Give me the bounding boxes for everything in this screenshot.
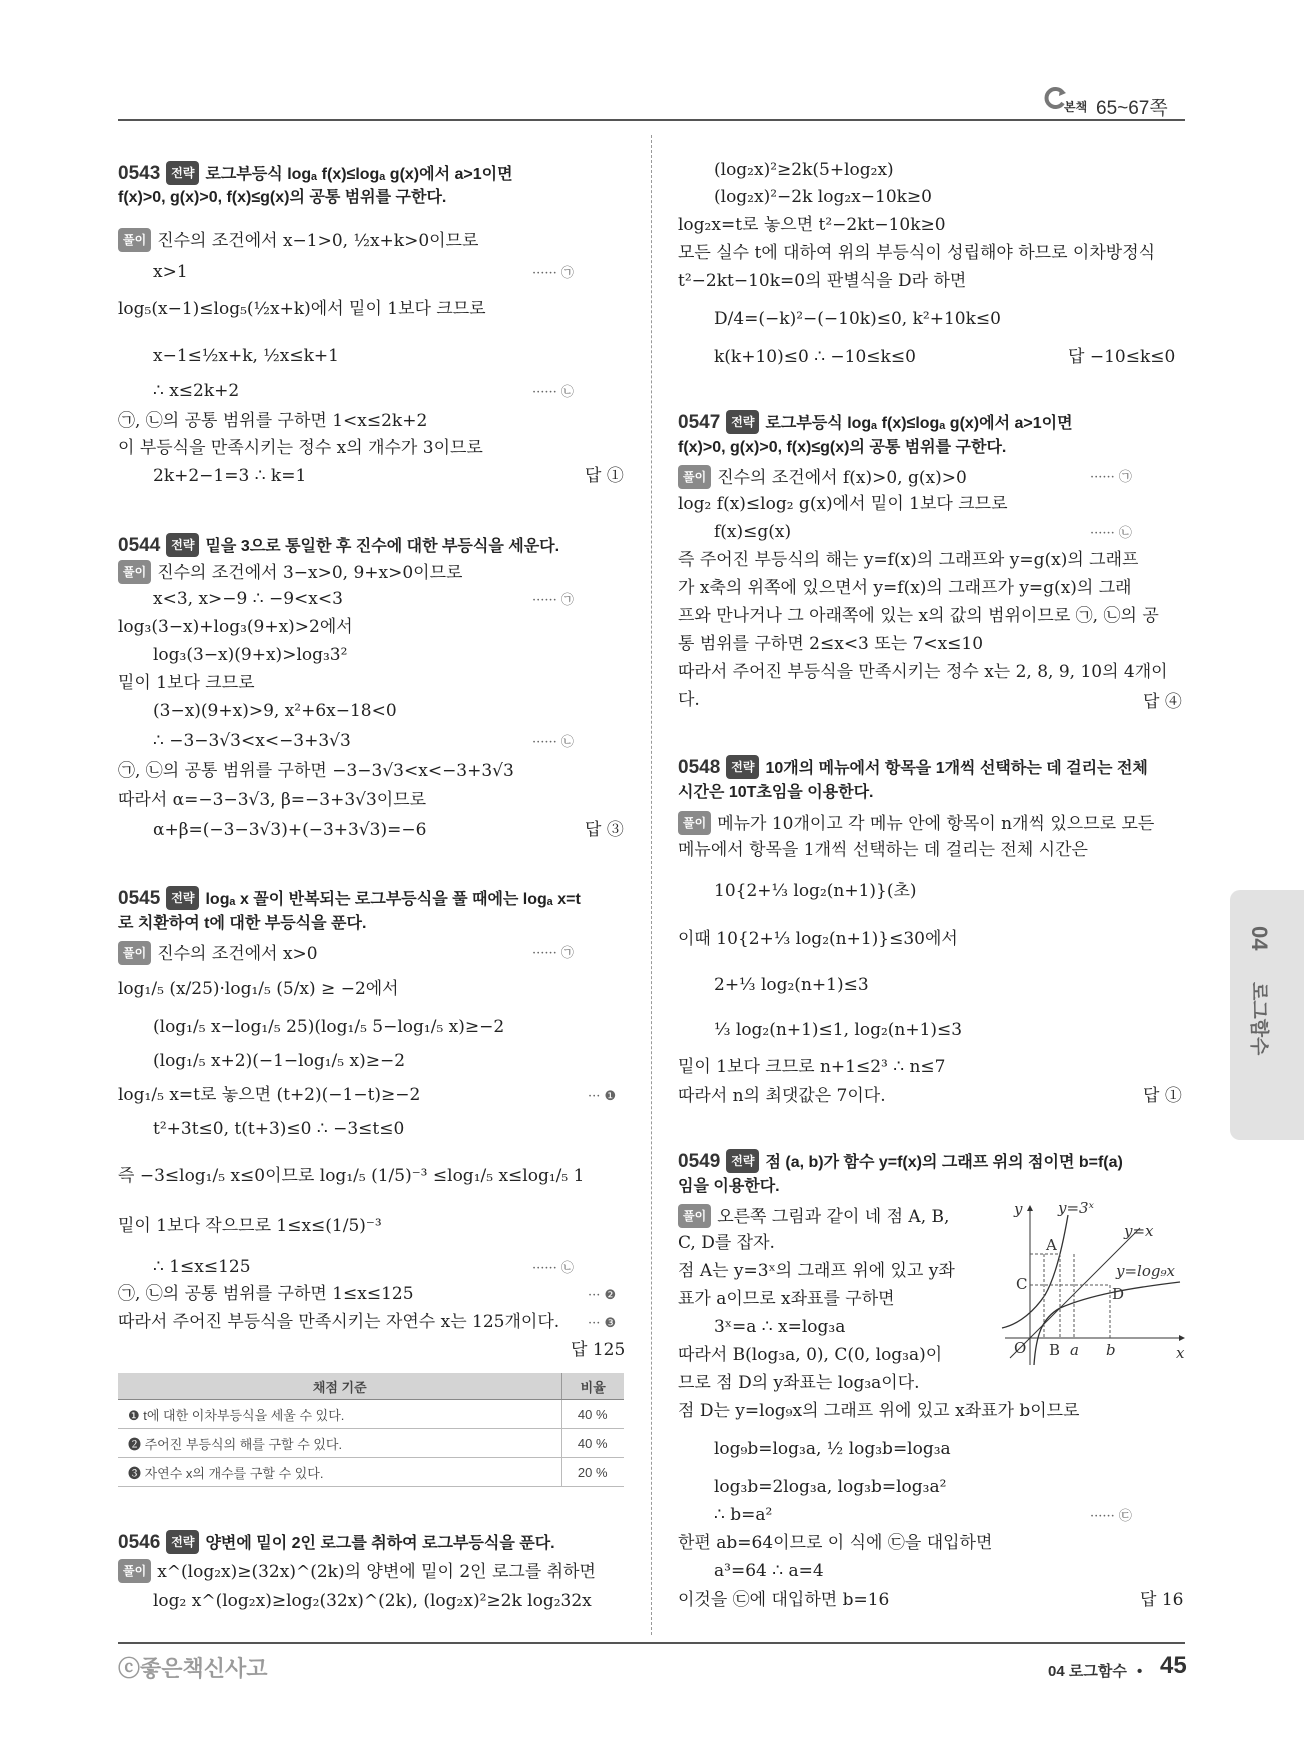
strategy-text-2: 임을 이용한다. xyxy=(678,1178,780,1195)
solution-line: D/4=(−k)²−(−10k)≤0, k²+10k≤0 xyxy=(714,309,1001,329)
strategy-text-2: f(x)>0, g(x)>0, f(x)≤g(x)의 공통 범위를 구한다. xyxy=(678,439,1007,456)
equation-marker: ······ ㉡ xyxy=(532,735,574,750)
solution-line: ∴ b=a² xyxy=(714,1505,773,1525)
header-pages: 65~67쪽 xyxy=(1096,98,1168,119)
solution-line: (log₂x)²≥2k(5+log₂x) xyxy=(714,160,894,180)
strategy-text: 로그부등식 logₐ f(x)≤logₐ g(x)에서 a>1이면 xyxy=(765,415,1073,432)
table-header-row xyxy=(118,1373,624,1400)
solution-line: log₂ x^(log₂x)≥log₂(32x)^(2k), (log₂x)²≥2k log₂32x xyxy=(153,1591,592,1611)
answer: 답 16 xyxy=(1140,1590,1184,1610)
strategy-text: 10개의 메뉴에서 항목을 1개씩 선택하는 데 걸리는 전체 xyxy=(765,760,1148,777)
problem-number: 0543 xyxy=(118,163,161,184)
criteria-header: 채점 기준 xyxy=(118,1373,562,1400)
strategy-badge: 전략 xyxy=(166,886,199,910)
page-number: 45 xyxy=(1160,1652,1187,1679)
problem-number: 0549 xyxy=(678,1151,721,1172)
identity-line-label: y=x xyxy=(1124,1222,1154,1240)
criteria-text: ❶ t에 대한 이차부등식을 세울 수 있다. xyxy=(118,1400,562,1429)
equation-marker: ······ ㉡ xyxy=(532,385,574,400)
footer-dot: • xyxy=(1136,1663,1143,1680)
step-marker: ··· ❸ xyxy=(588,1316,617,1331)
answer: 답 ① xyxy=(585,466,624,486)
solution-line: x<3, x>−9 ∴ −9<x<3 xyxy=(153,589,343,609)
footer-rule xyxy=(118,1642,1185,1644)
solution-line: ∴ x≤2k+2 xyxy=(153,381,240,401)
strategy-text: logₐ x 꼴이 반복되는 로그부등식을 풀 때에는 logₐ x=t xyxy=(205,891,581,908)
origin-label: O xyxy=(1014,1339,1027,1357)
solution-line: C, D를 잡자. xyxy=(678,1233,775,1253)
solution-line: log₅(x−1)≤log₅(½x+k)에서 밑이 1보다 크므로 xyxy=(118,299,486,319)
x-axis-label: x xyxy=(1176,1344,1185,1362)
solution-line: 밑이 1보다 크므로 xyxy=(118,673,255,693)
strategy-text-2: f(x)>0, g(x)>0, f(x)≤g(x)의 공통 범위를 구한다. xyxy=(118,189,447,206)
solution-line: log₃(3−x)+log₃(9+x)>2에서 xyxy=(118,617,353,637)
point-b-label: B xyxy=(1049,1341,1061,1359)
solution-line: 밑이 1보다 크므로 n+1≤2³ ∴ n≤7 xyxy=(678,1057,946,1077)
solution-line: 이것을 ㉢에 대입하면 b=16 xyxy=(678,1590,890,1610)
solution-badge: 풀이 xyxy=(118,1559,151,1583)
function-graph-figure xyxy=(1000,1200,1190,1370)
solution-line: ㉠, ㉡의 공통 범위를 구하면 1≤x≤125 xyxy=(118,1284,414,1304)
problem-number: 0548 xyxy=(678,757,721,778)
solution-line: 진수의 조건에서 3−x>0, 9+x>0이므로 xyxy=(157,563,463,583)
exp-curve-label: y=3ˣ xyxy=(1058,1200,1094,1217)
solution-line: 3ˣ=a ∴ x=log₃a xyxy=(714,1317,846,1337)
step-marker: ··· ❷ xyxy=(588,1288,617,1303)
strategy-text: 로그부등식 logₐ f(x)≤logₐ g(x)에서 a>1이면 xyxy=(205,166,513,183)
column-divider xyxy=(651,135,652,1635)
solution-badge: 풀이 xyxy=(678,811,711,835)
header-book-label: 본책 xyxy=(1064,100,1088,114)
solution-line: 므로 점 D의 y좌표는 log₃a이다. xyxy=(678,1373,920,1393)
y-axis-label: y xyxy=(1014,1200,1023,1218)
answer: 답 ④ xyxy=(1143,692,1182,712)
solution-line: α+β=(−3−3√3)+(−3+3√3)=−6 xyxy=(153,820,427,840)
strategy-badge: 전략 xyxy=(166,533,199,557)
equation-marker: ······ ㉠ xyxy=(532,946,574,961)
exponential-curve xyxy=(1002,1215,1068,1328)
answer: 답 ③ xyxy=(585,820,624,840)
problem-number: 0544 xyxy=(118,535,161,556)
solution-line: 따라서 주어진 부등식을 만족시키는 정수 x는 2, 8, 9, 10의 4개이 xyxy=(678,662,1168,682)
solution-line: 따라서 α=−3−3√3, β=−3+3√3이므로 xyxy=(118,790,427,810)
solution-badge: 풀이 xyxy=(118,228,151,252)
footer-chapter-label: 04 로그함수 xyxy=(1048,1663,1127,1680)
solution-line: 즉 주어진 부등식의 해는 y=f(x)의 그래프와 y=g(x)의 그래프 xyxy=(678,550,1139,570)
solution-line: 2+⅓ log₂(n+1)≤3 xyxy=(714,975,869,995)
criteria-text: ❸ 자연수 x의 개수를 구할 수 있다. xyxy=(118,1458,562,1487)
solution-line: 즉 −3≤log₁/₅ x≤0이므로 log₁/₅ (1/5)⁻³ ≤log₁/₅ x≤log₁/₅ 1 xyxy=(118,1166,585,1186)
table-row xyxy=(118,1458,624,1487)
table-row xyxy=(118,1429,624,1458)
solution-line: x>1 xyxy=(153,262,188,282)
solution-line: (log₁/₅ x−log₁/₅ 25)(log₁/₅ 5−log₁/₅ x)≥−2 xyxy=(153,1017,505,1037)
solution-line: ㉠, ㉡의 공통 범위를 구하면 −3−3√3<x<−3+3√3 xyxy=(118,761,514,781)
strategy-badge: 전략 xyxy=(726,1149,759,1173)
solution-line: 이 부등식을 만족시키는 정수 x의 개수가 3이므로 xyxy=(118,438,483,458)
criteria-ratio: 40 % xyxy=(562,1400,624,1429)
solution-line: t²+3t≤0, t(t+3)≤0 ∴ −3≤t≤0 xyxy=(153,1119,405,1139)
solution-line: (log₁/₅ x+2)(−1−log₁/₅ x)≥−2 xyxy=(153,1051,406,1071)
problem-number: 0547 xyxy=(678,412,721,433)
strategy-badge: 전략 xyxy=(726,755,759,779)
solution-line: 모든 실수 t에 대하여 위의 부등식이 성립해야 하므로 이차방정식 xyxy=(678,243,1156,263)
solution-line: a³=64 ∴ a=4 xyxy=(714,1561,824,1581)
chapter-side-tab[interactable] xyxy=(1230,890,1304,1140)
solution-line: f(x)≤g(x) xyxy=(714,522,792,542)
solution-line: 진수의 조건에서 f(x)>0, g(x)>0 xyxy=(717,468,967,488)
solution-line: x^(log₂x)≥(32x)^(2k)의 양변에 밑이 2인 로그를 취하면 xyxy=(157,1562,596,1582)
solution-line: x−1≤½x+k, ½x≤k+1 xyxy=(153,346,339,366)
solution-line: ∴ 1≤x≤125 xyxy=(153,1257,251,1277)
solution-line: 진수의 조건에서 x−1>0, ½x+k>0이므로 xyxy=(157,231,479,251)
side-tab-number: 04 xyxy=(1247,926,1272,951)
solution-line: 프와 만나거나 그 아래쪽에 있는 x의 값의 범위이므로 ㉠, ㉡의 공 xyxy=(678,606,1159,626)
strategy-text: 밑을 3으로 통일한 후 진수에 대한 부등식을 세운다. xyxy=(205,538,560,555)
solution-line: log₃b=2log₃a, log₃b=log₃a² xyxy=(714,1477,947,1497)
solution-line: log₉b=log₃a, ½ log₃b=log₃a xyxy=(714,1439,951,1459)
solution-line: 점 D는 y=log₉x의 그래프 위에 있고 x좌표가 b이므로 xyxy=(678,1401,1080,1421)
table-row xyxy=(118,1400,624,1429)
solution-line: 다. xyxy=(678,690,700,710)
strategy-badge: 전략 xyxy=(166,1530,199,1554)
criteria-text: ❷ 주어진 부등식의 해를 구할 수 있다. xyxy=(118,1429,562,1458)
answer: 답 125 xyxy=(571,1340,626,1360)
solution-line: log₃(3−x)(9+x)>log₃3² xyxy=(153,645,348,665)
strategy-badge: 전략 xyxy=(166,161,199,185)
solution-line: 오른쪽 그림과 같이 네 점 A, B, xyxy=(717,1207,950,1227)
step-marker: ··· ❶ xyxy=(588,1089,617,1104)
page-header xyxy=(0,0,1304,120)
equation-marker: ······ ㉠ xyxy=(532,266,574,281)
solution-line: 따라서 n의 최댓값은 7이다. xyxy=(678,1086,886,1106)
header-rule xyxy=(118,119,1185,121)
solution-line: 이때 10{2+⅓ log₂(n+1)}≤30에서 xyxy=(678,929,958,949)
solution-line: 메뉴가 10개이고 각 메뉴 안에 항목이 n개씩 있으므로 모든 xyxy=(717,814,1155,834)
tick-label-a: a xyxy=(1070,1341,1079,1359)
solution-line: 가 x축의 위쪽에 있으면서 y=f(x)의 그래프가 y=g(x)의 그래 xyxy=(678,578,1132,598)
solution-line: (3−x)(9+x)>9, x²+6x−18<0 xyxy=(153,701,397,721)
point-a-label: A xyxy=(1046,1236,1057,1254)
footer-chapter xyxy=(1048,1660,1148,1681)
point-d-label: D xyxy=(1112,1285,1125,1303)
side-tab-title: 로그함수 xyxy=(1248,982,1269,1056)
criteria-ratio: 20 % xyxy=(562,1458,624,1487)
point-c-label: C xyxy=(1016,1275,1028,1293)
solution-line: ⅓ log₂(n+1)≤1, log₂(n+1)≤3 xyxy=(714,1020,963,1040)
solution-line: 한편 ab=64이므로 이 식에 ㉢을 대입하면 xyxy=(678,1533,993,1553)
footer-publisher: ⓒ좋은책신사고 xyxy=(118,1656,268,1681)
strategy-text: 점 (a, b)가 함수 y=f(x)의 그래프 위의 점이면 b=f(a) xyxy=(765,1154,1123,1171)
solution-badge: 풀이 xyxy=(678,465,711,489)
tick-label-b: b xyxy=(1106,1341,1116,1359)
strategy-text-2: 로 치환하여 t에 대한 부등식을 푼다. xyxy=(118,915,367,932)
solution-line: 10{2+⅓ log₂(n+1)}(초) xyxy=(714,881,917,901)
equation-marker: ······ ㉠ xyxy=(532,593,574,608)
problem-number: 0545 xyxy=(118,888,161,909)
solution-line: 따라서 B(log₃a, 0), C(0, log₃a)이 xyxy=(678,1345,943,1365)
answer: 답 ① xyxy=(1143,1086,1182,1106)
solution-line: log₂ f(x)≤log₂ g(x)에서 밑이 1보다 크므로 xyxy=(678,494,1008,514)
equation-marker: ······ ㉡ xyxy=(1090,526,1132,541)
solution-line: 따라서 주어진 부등식을 만족시키는 자연수 x는 125개이다. xyxy=(118,1312,560,1332)
solution-line: 점 A는 y=3ˣ의 그래프 위에 있고 y좌 xyxy=(678,1261,955,1281)
log-curve-label: y=log₉x xyxy=(1116,1262,1175,1280)
equation-marker: ······ ㉠ xyxy=(1090,470,1132,485)
solution-badge: 풀이 xyxy=(118,560,151,584)
scoring-criteria-table xyxy=(118,1373,624,1487)
strategy-text: 양변에 밑이 2인 로그를 취하여 로그부등식을 푼다. xyxy=(205,1535,555,1552)
solution-line: 진수의 조건에서 x>0 xyxy=(157,944,318,964)
solution-line: log₂x=t로 놓으면 t²−2kt−10k≥0 xyxy=(678,215,946,235)
solution-line: k(k+10)≤0 ∴ −10≤k≤0 xyxy=(714,347,916,367)
answer: 답 −10≤k≤0 xyxy=(1068,347,1176,367)
solution-line: ∴ −3−3√3<x<−3+3√3 xyxy=(153,731,351,751)
ratio-header: 비율 xyxy=(562,1373,624,1400)
solution-line: (log₂x)²−2k log₂x−10k≥0 xyxy=(714,187,932,207)
equation-marker: ······ ㉡ xyxy=(532,1261,574,1276)
equation-marker: ······ ㉢ xyxy=(1090,1509,1132,1524)
solution-badge: 풀이 xyxy=(118,941,151,965)
criteria-ratio: 40 % xyxy=(562,1429,624,1458)
strategy-badge: 전략 xyxy=(726,410,759,434)
solution-line: 메뉴에서 항목을 1개씩 선택하는 데 걸리는 전체 시간은 xyxy=(678,840,1088,860)
solution-line: log₁/₅ x=t로 놓으면 (t+2)(−1−t)≥−2 xyxy=(118,1085,421,1105)
solution-line: log₁/₅ (x/25)·log₁/₅ (5/x) ≥ −2에서 xyxy=(118,979,399,999)
strategy-text-2: 시간은 10T초임을 이용한다. xyxy=(678,784,874,801)
solution-line: 밑이 1보다 작으므로 1≤x≤(1/5)⁻³ xyxy=(118,1216,382,1236)
solution-line: 2k+2−1=3 ∴ k=1 xyxy=(153,466,307,486)
solution-badge: 풀이 xyxy=(678,1204,711,1228)
problem-number: 0546 xyxy=(118,1532,161,1553)
solution-line: 표가 a이므로 x좌표를 구하면 xyxy=(678,1289,895,1309)
solution-line: ㉠, ㉡의 공통 범위를 구하면 1<x≤2k+2 xyxy=(118,411,428,431)
solution-line: 통 범위를 구하면 2≤x<3 또는 7<x≤10 xyxy=(678,634,984,654)
solution-line: t²−2kt−10k=0의 판별식을 D라 하면 xyxy=(678,271,967,291)
